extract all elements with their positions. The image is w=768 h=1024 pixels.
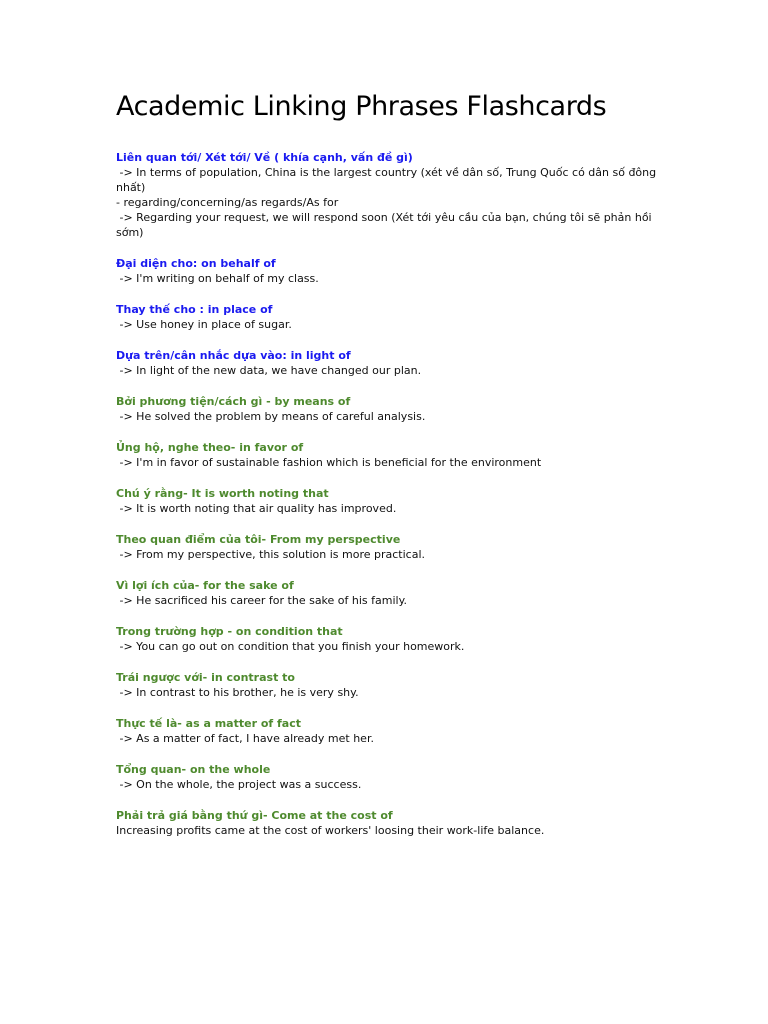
flashcard-example-line: -> From my perspective, this solution is more practical. — [116, 548, 425, 561]
flashcard-example-line: -> Use honey in place of sugar. — [116, 318, 292, 331]
flashcard-heading: Phải trả giá bằng thứ gì- Come at the cost of — [116, 809, 393, 822]
flashcard-entry — [116, 256, 676, 286]
flashcard-heading: Theo quan điểm của tôi- From my perspective — [116, 533, 401, 546]
flashcard-heading: Thực tế là- as a matter of fact — [116, 717, 301, 730]
flashcard-entry — [116, 302, 676, 332]
document-title: Academic Linking Phrases Flashcards — [116, 91, 607, 122]
flashcard-heading: Trái ngược với- in contrast to — [116, 671, 295, 684]
flashcard-entry — [116, 440, 676, 470]
flashcard-entry — [116, 670, 676, 700]
flashcard-entry — [116, 150, 676, 240]
flashcard-example-line: -> In light of the new data, we have changed our plan. — [116, 364, 422, 377]
flashcard-example-line: Increasing profits came at the cost of workers' loosing their work-life balance. — [116, 824, 545, 837]
flashcard-example-line: -> He sacrificed his career for the sake of his family. — [116, 594, 408, 607]
flashcard-example-line: -> It is worth noting that air quality has improved. — [116, 502, 397, 515]
flashcard-entry — [116, 486, 676, 516]
flashcard-heading: Chú ý rằng- It is worth noting that — [116, 487, 329, 500]
flashcard-list — [116, 150, 676, 838]
flashcard-example-line: -> In terms of population, China is the largest country (xét về dân số, Trung Quốc có dân số đông nhất) — [116, 166, 660, 194]
flashcard-example-line: -> You can go out on condition that you finish your homework. — [116, 640, 465, 653]
flashcard-entry — [116, 394, 676, 424]
flashcard-example-line: -> As a matter of fact, I have already met her. — [116, 732, 374, 745]
document-page — [116, 86, 676, 854]
flashcard-entry — [116, 578, 676, 608]
flashcard-entry — [116, 808, 676, 838]
flashcard-heading: Liên quan tới/ Xét tới/ Về ( khía cạnh, vấn đề gì) — [116, 151, 413, 164]
flashcard-heading: Bởi phương tiện/cách gì - by means of — [116, 395, 351, 408]
flashcard-heading: Dựa trên/cân nhắc dựa vào: in light of — [116, 349, 351, 362]
flashcard-example-line: -> He solved the problem by means of careful analysis. — [116, 410, 426, 423]
flashcard-example-line: -> In contrast to his brother, he is very shy. — [116, 686, 359, 699]
flashcard-example-line: - regarding/concerning/as regards/As for — [116, 196, 339, 209]
flashcard-example-line: -> I'm writing on behalf of my class. — [116, 272, 319, 285]
flashcard-entry — [116, 532, 676, 562]
flashcard-heading: Trong trường hợp - on condition that — [116, 625, 343, 638]
flashcard-heading: Đại diện cho: on behalf of — [116, 257, 276, 270]
flashcard-entry — [116, 348, 676, 378]
flashcard-heading: Tổng quan- on the whole — [116, 763, 271, 776]
flashcard-entry — [116, 624, 676, 654]
flashcard-example-line: -> On the whole, the project was a success. — [116, 778, 362, 791]
flashcard-entry — [116, 716, 676, 746]
flashcard-example-line: -> I'm in favor of sustainable fashion which is beneficial for the environment — [116, 456, 542, 469]
flashcard-heading: Vì lợi ích của- for the sake of — [116, 579, 294, 592]
flashcard-example-line: -> Regarding your request, we will respond soon (Xét tới yêu cầu của bạn, chúng tôi sẽ phản hồi sớm) — [116, 211, 656, 239]
flashcard-heading: Thay thế cho : in place of — [116, 303, 273, 316]
flashcard-heading: Ủng hộ, nghe theo- in favor of — [116, 441, 304, 454]
flashcard-entry — [116, 762, 676, 792]
